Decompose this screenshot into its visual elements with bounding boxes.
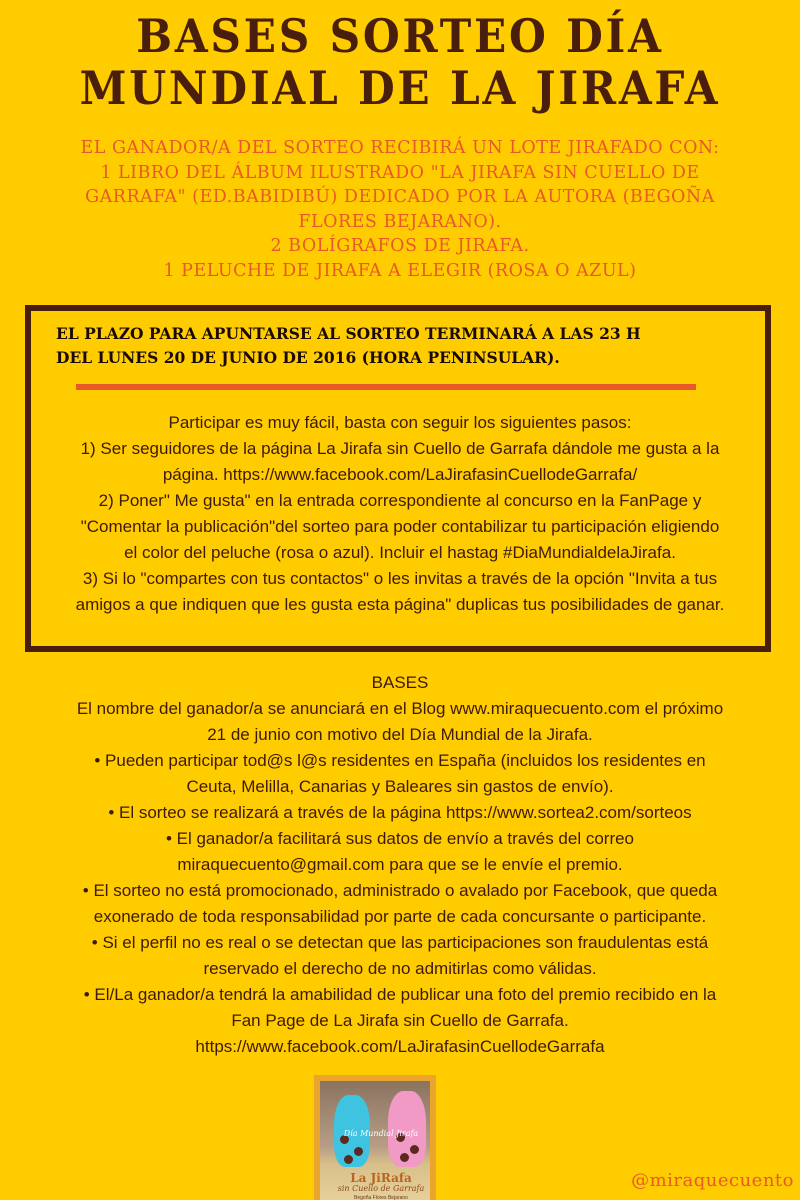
divider-line [76,384,696,390]
bases-line: El nombre del ganador/a se anunciará en el Blog www.miraquecuento.com el próximo [76,699,724,718]
bases-line: Fan Page de La Jirafa sin Cuello de Garrafa. [231,1011,569,1030]
book-subtitle: sin Cuello de Garrafa [337,1184,425,1193]
bases-line: • El ganador/a facilitará sus datos de envío a través del correo [165,829,635,848]
steps-line: 2) Poner" Me gusta" en la entrada correspondiente al concurso en la FanPage y [98,491,702,510]
steps-line: Participar es muy fácil, basta con seguir los siguientes pasos: [168,413,632,432]
deadline-line: EL PLAZO PARA APUNTARSE AL SORTEO TERMINARÁ A LAS 23 H [56,324,641,343]
photo-caption: Día Mundial Jirafa [343,1129,419,1138]
book-author: Begoña Flores Bejarano [354,1195,408,1200]
bases-line: • El sorteo no está promocionado, administrado o avalado por Facebook, que queda [82,881,718,900]
photo-background [320,1081,430,1200]
bases-line: exonerado de toda responsabilidad por parte de cada concursante o participante. [93,907,707,926]
participation-steps [30,410,770,618]
steps-line: 1) Ser seguidores de la página La Jirafa sin Cuello de Garrafa dándole me gusta a la [80,439,720,458]
steps-line: el color del peluche (rosa o azul). Incluir el hastag #DiaMundialdelaJirafa. [124,543,676,562]
steps-line: 3) Si lo "compartes con tus contactos" o les invitas a través de la opción "Invita a tus [82,569,718,588]
bases-line: • Si el perfil no es real o se detectan que las participaciones son fraudulentas está [91,933,709,952]
bases-section [20,670,780,1060]
prize-line: 1 PELUCHE DE JIRAFA A ELEGIR (ROSA O AZUL) [163,260,637,281]
deadline-notice [56,322,746,370]
steps-line: amigos a que indiquen que les gusta esta página" duplicas tus posibilidades de ganar. [75,595,725,614]
bases-line: 21 de junio con motivo del Día Mundial de la Jirafa. [207,725,593,744]
page-title [32,10,768,114]
bases-line: reservado el derecho de no admitirlas como válidas. [203,959,597,978]
steps-line: "Comentar la publicación"del sorteo para poder contabilizar tu participación eligiendo [80,517,720,536]
bases-line: https://www.facebook.com/LaJirafasinCuellodeGarrafa [195,1037,605,1056]
book-title: La JiRafa [350,1171,412,1185]
bases-line: • El/La ganador/a tendrá la amabilidad de publicar una foto del premio recibido en la [83,985,717,1004]
prize-photo [314,1075,436,1200]
bases-line: • Pueden participar tod@s l@s residentes en España (incluidos los residentes en [94,751,706,770]
prize-line: 1 LIBRO DEL ÁLBUM ILUSTRADO "LA JIRAFA SIN CUELLO DE [100,162,700,183]
prize-description [0,136,800,283]
bases-heading: BASES [371,673,429,692]
title-line-1: BASES SORTEO DÍA [136,9,664,63]
prize-line: GARRAFA" (ED.BABIDIBÚ) DEDICADO POR LA AUTORA (BEGOÑA [85,187,715,207]
title-line-2: MUNDIAL DE LA JIRAFA [79,61,721,115]
bases-line: • El sorteo se realizará a través de la página https://www.sortea2.com/sorteos [108,803,692,822]
bases-line: Ceuta, Melilla, Canarias y Baleares sin gastos de envío). [186,777,614,796]
deadline-line: DEL LUNES 20 DE JUNIO DE 2016 (HORA PENINSULAR). [56,348,560,367]
prize-line: 2 BOLÍGRAFOS DE JIRAFA. [270,236,530,256]
bases-line: miraquecuento@gmail.com para que se le envíe el premio. [177,855,623,874]
steps-line: página. https://www.facebook.com/LaJirafasinCuellodeGarrafa/ [162,465,638,484]
prize-line: EL GANADOR/A DEL SORTEO RECIBIRÁ UN LOTE JIRAFADO CON: [80,138,720,158]
social-handle: @miraquecuento [631,1170,794,1191]
prize-line: FLORES BEJARANO). [298,211,502,232]
